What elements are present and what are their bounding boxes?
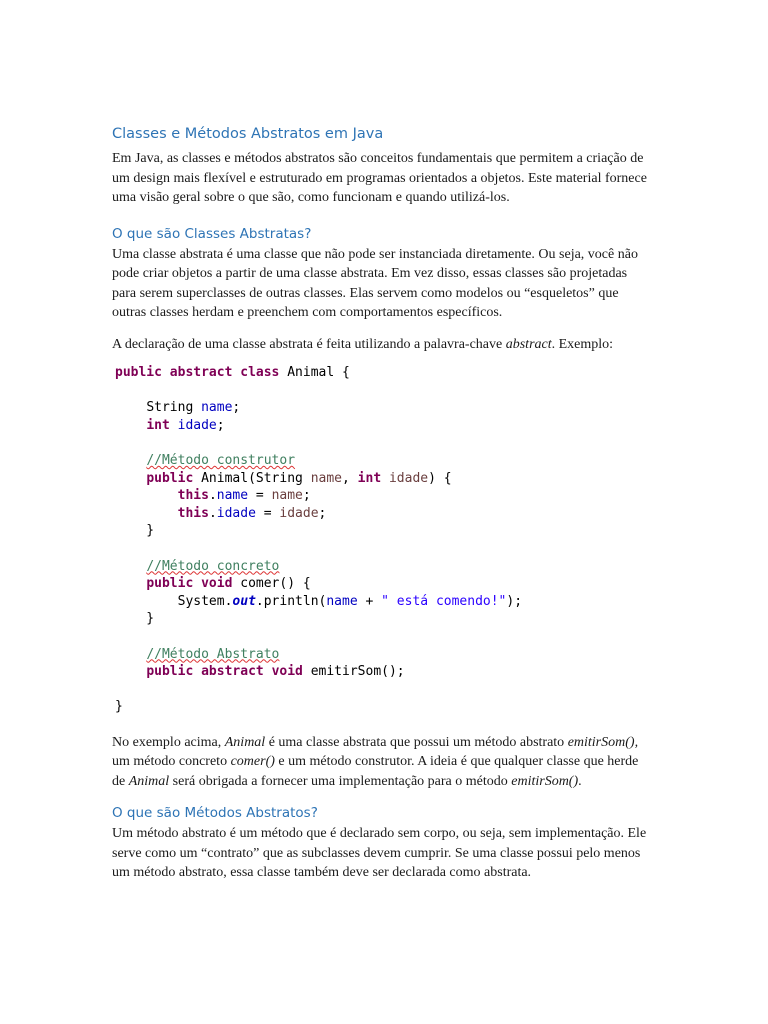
section-heading-abstract-methods: O que são Métodos Abstratos? — [112, 805, 318, 822]
declaration-text-after: . Exemplo: — [551, 336, 614, 352]
declaration-paragraph — [112, 335, 652, 355]
abstract-methods-paragraph: Um método abstrato é um método que é declarado sem corpo, ou seja, sem implementação. Ele serve como um “contrato” que as subclasses devem cumprir. Se uma classe possui pelo menos um método abstrato, essa classe também deve ser declarada como abstrata. — [112, 826, 647, 881]
explanation-paragraph: No exemplo acima, Animal é uma classe abstrata que possui um método abstrato emitirSom(), um método concreto comer() e um método construtor. A ideia é que qualquer classe que herde de Animal será obrigada a fornecer uma implementação para o método emitirSom(). — [112, 734, 639, 789]
code-example: public abstract class Animal { String name; int idade; //Método construtor public Animal(String name, int idade) { this.name = name; this.idade = idade; } //Método concreto public void comer() { System.out.println(name + " está comendo!"); } //Método Abstrato public abstract void emitirSom(); } — [115, 365, 523, 715]
section-heading-abstract-classes: O que são Classes Abstratas? — [112, 225, 312, 242]
animal-mention: Animal — [224, 734, 266, 750]
intro-paragraph: Em Java, as classes e métodos abstratos são conceitos fundamentais que permitem a criação de um design mais flexível e estruturado em programas orientados a objetos. Este material fornece uma visão geral sobre o que são, como funcionam e quando utilizá-los. — [112, 151, 647, 205]
comment-concrete: //Método concreto — [146, 558, 280, 574]
document-title: Classes e Métodos Abstratos em Java — [112, 126, 384, 142]
declaration-text-before: A declaração de uma classe abstrata é feita utilizando a palavra-chave — [112, 336, 506, 352]
abstract-classes-paragraph: Uma classe abstrata é uma classe que não pode ser instanciada diretamente. Ou seja, você não pode criar objetos a partir de uma classe abstrata. Em vez disso, essas classes são projetadas para serem superclasses de outras classes. Elas servem como modelos ou “esqueletos” que outras classes herdam e preenchem com comportamentos específicos. — [112, 246, 638, 320]
comer-mention: comer() — [230, 754, 275, 770]
comment-constructor: //Método construtor — [146, 452, 296, 468]
comment-abstract: //Método Abstrato — [146, 646, 280, 662]
emitirsom-mention-2: emitirSom() — [511, 773, 579, 789]
document-page — [112, 122, 652, 883]
emitirsom-mention: emitirSom(), — [567, 734, 639, 750]
abstract-keyword-mention: abstract — [505, 336, 552, 352]
animal-mention-2: Animal — [128, 773, 170, 789]
